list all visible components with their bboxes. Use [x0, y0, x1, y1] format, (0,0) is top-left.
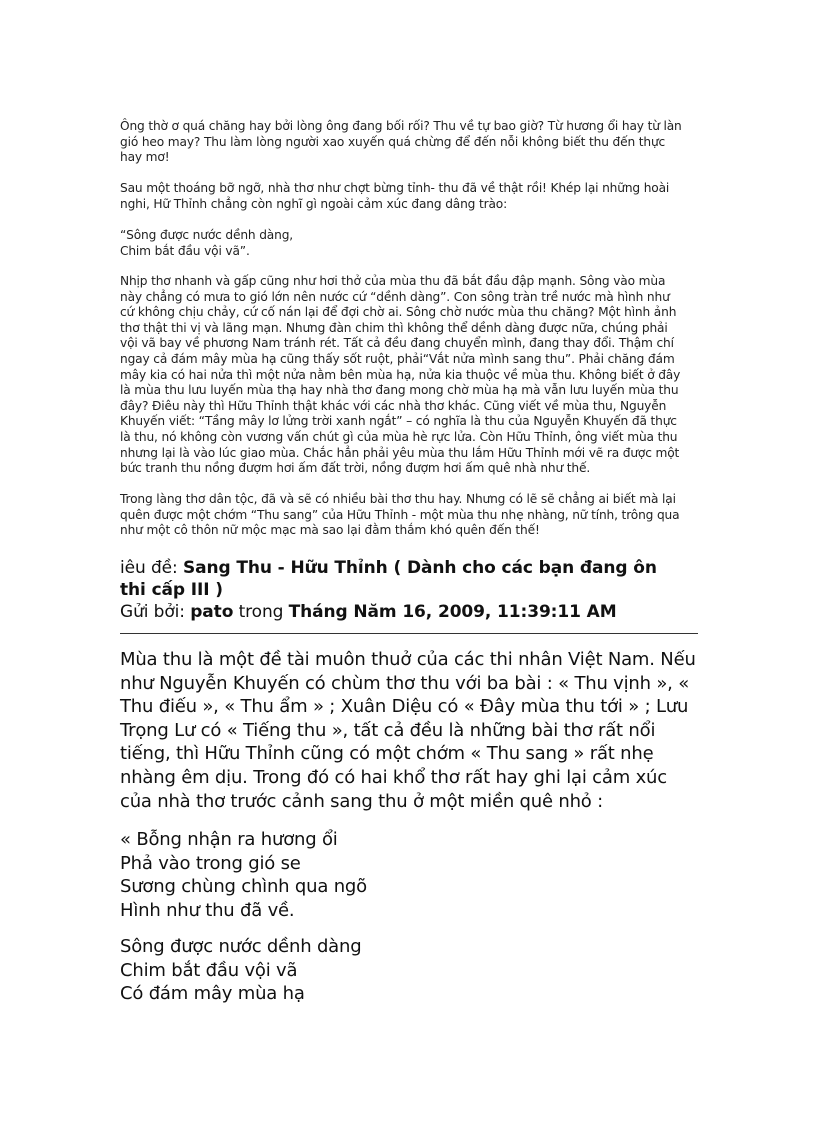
post-meta: [120, 601, 700, 623]
text-line: Mùa thu là một đề tài muôn thuở của các thi nhân Việt Nam. Nếu: [120, 649, 696, 670]
text-line: như Nguyễn Khuyến có chùm thơ thu với ba bài : « Thu vịnh », «: [120, 672, 690, 694]
text-line: thơ thật thi vị và lãng mạn. Nhưng đàn chim thì không thể dềnh dàng được nữa, chúng phải: [120, 320, 668, 335]
text-line: đây? Điêu này thì Hữu Thỉnh thật khác với các nhà thơ khác. Cũng viết về mùa thu, Nguyễn: [120, 398, 667, 413]
text-line: tiếng, thì Hữu Thỉnh cũng có một chớm « Thu sang » rất nhẹ: [120, 743, 654, 765]
post-title-text-continued: thi cấp III ): [120, 580, 223, 600]
text-line: của nhà thơ trước cảnh sang thu ở một miền quê nhỏ :: [120, 790, 603, 812]
poem-line: « Bỗng nhận ra hương ổi: [120, 829, 338, 850]
poem-line: Chim bắt đầu vội vã: [120, 959, 298, 981]
text-line: Trọng Lư có « Tiếng thu », tất cả đều là những bài thơ rất nổi: [120, 719, 656, 741]
text-line: là thu, nó không còn vương vấn chút gì của mùa hè rực lửa. Còn Hữu Thỉnh, ông viết mùa thu: [120, 429, 678, 444]
text-line: vội vã bay về phương Nam tránh rét. Tất cả đều đang chuyển mình, đang thay đổi. Thậm chí: [120, 336, 674, 351]
poem-line: Sông được nước dềnh dàng: [120, 936, 362, 957]
sender-label: Gửi bởi:: [120, 602, 191, 622]
text-line: là mùa thu lưu luyến mùa thạ hay nhà thơ đang mong chờ mùa hạ mà vẫn lưu luyến mùa thu: [120, 383, 679, 398]
text-line: cứ không chịu chảy, cứ cố nán lại để đợi chờ ai. Sông chờ nước mùa thu chăng? Một hình ảnh: [120, 305, 677, 320]
divider: [120, 633, 698, 634]
text-line: Thu điếu », « Thu ẩm » ; Xuân Diệu có « Đây mùa thu tới » ; Lưu: [120, 696, 689, 718]
post-title: [120, 557, 700, 601]
text-line: quên được một chớm “Thu sang” của Hữu Thỉnh - một mùa thu nhẹ nhàng, nữ tính, trông qua: [120, 507, 680, 522]
intro-paragraph-1: [120, 119, 710, 166]
poem-stanza-2: [120, 935, 710, 1006]
text-line: ngay cả đám mây mùa hạ cũng thấy sốt ruột, phải“Vắt nửa mình sang thu”. Phải chăng đám: [120, 351, 675, 366]
text-line: nhàng êm dịu. Trong đó có hai khổ thơ rất hay ghi lại cảm xúc: [120, 766, 667, 788]
post-title-text: Sang Thu - Hữu Thỉnh ( Dành cho các bạn đang ôn: [182, 558, 657, 578]
text-line: nhưng lại là vào lúc giao mùa. Chắc hẳn phải yêu mùa thu lắm Hữu Thỉnh mới vẽ ra được một: [120, 445, 680, 460]
intro-paragraph-5: [120, 492, 710, 539]
text-line: hay mơ!: [120, 150, 170, 165]
text-line: nghi, Hữ Thỉnh chẳng còn nghĩ gì ngoài cảm xúc đang dâng trào:: [120, 196, 508, 211]
poem-line: Phả vào trong gió se: [120, 852, 301, 874]
body-paragraph: [120, 648, 710, 813]
text-line: Khuyến viết: “Tầng mây lơ lửng trời xanh ngắt” – có nghĩa là thu của Nguyễn Khuyến đã thực: [120, 414, 677, 429]
text-line: Sau một thoáng bỡ ngỡ, nhà thơ như chợt bừng tỉnh- thu đã về thật rồi! Khép lại những hoài: [120, 181, 670, 195]
text-line: Nhịp thơ nhanh và gấp cũng như hơi thở của mùa thu đã bắt đầu đập mạnh. Sông vào mùa: [120, 274, 666, 288]
date-label: trong: [233, 602, 289, 622]
post-title-prefix: iêu đề:: [120, 558, 183, 578]
text-line: Ông thờ ơ quá chăng hay bởi lòng ông đang bối rối? Thu về tự bao giờ? Từ hương ổi hay từ làn: [120, 119, 682, 133]
text-line: “Sông được nước dềnh dàng,: [120, 228, 294, 242]
intro-paragraph-4: [120, 274, 710, 477]
text-line: mây kia có hai nửa thì một nửa nằm bên mùa hạ, nửa kia thuộc về mùa thu. Không biết ở đây: [120, 367, 681, 382]
text-line: gió heo may? Thu làm lòng người xao xuyến quá chừng để đến nỗi không biết thu đến thực: [120, 134, 666, 149]
text-line: này chẳng có mưa to gió lớn nên nước cứ “dềnh dàng”. Con sông tràn trề nước mà hình như: [120, 289, 670, 304]
text-line: bức tranh thu nồng đượm hơi ấm đất trời, nồng đượm hơi ấm quê nhà như thế.: [120, 461, 591, 476]
intro-paragraph-2: [120, 181, 710, 212]
text-line: như một cô thôn nữ mộc mạc mà sao lại đằm thắm khó quên đến thế!: [120, 523, 540, 538]
text-line: Chim bắt đầu vội vã”.: [120, 243, 250, 258]
poem-line: Có đám mây mùa hạ: [120, 983, 305, 1005]
post-date: Tháng Năm 16, 2009, 11:39:11 AM: [288, 602, 617, 622]
poem-line: Hình như thu đã về.: [120, 899, 295, 921]
poem-line: Sương chùng chình qua ngõ: [120, 876, 367, 898]
sender-name: pato: [190, 602, 234, 622]
poem-stanza-1: [120, 828, 710, 922]
intro-quote: [120, 228, 710, 259]
text-line: Trong làng thơ dân tộc, đã và sẽ có nhiều bài thơ thu hay. Nhưng có lẽ sẽ chẳng ai biết mà lại: [120, 492, 676, 506]
